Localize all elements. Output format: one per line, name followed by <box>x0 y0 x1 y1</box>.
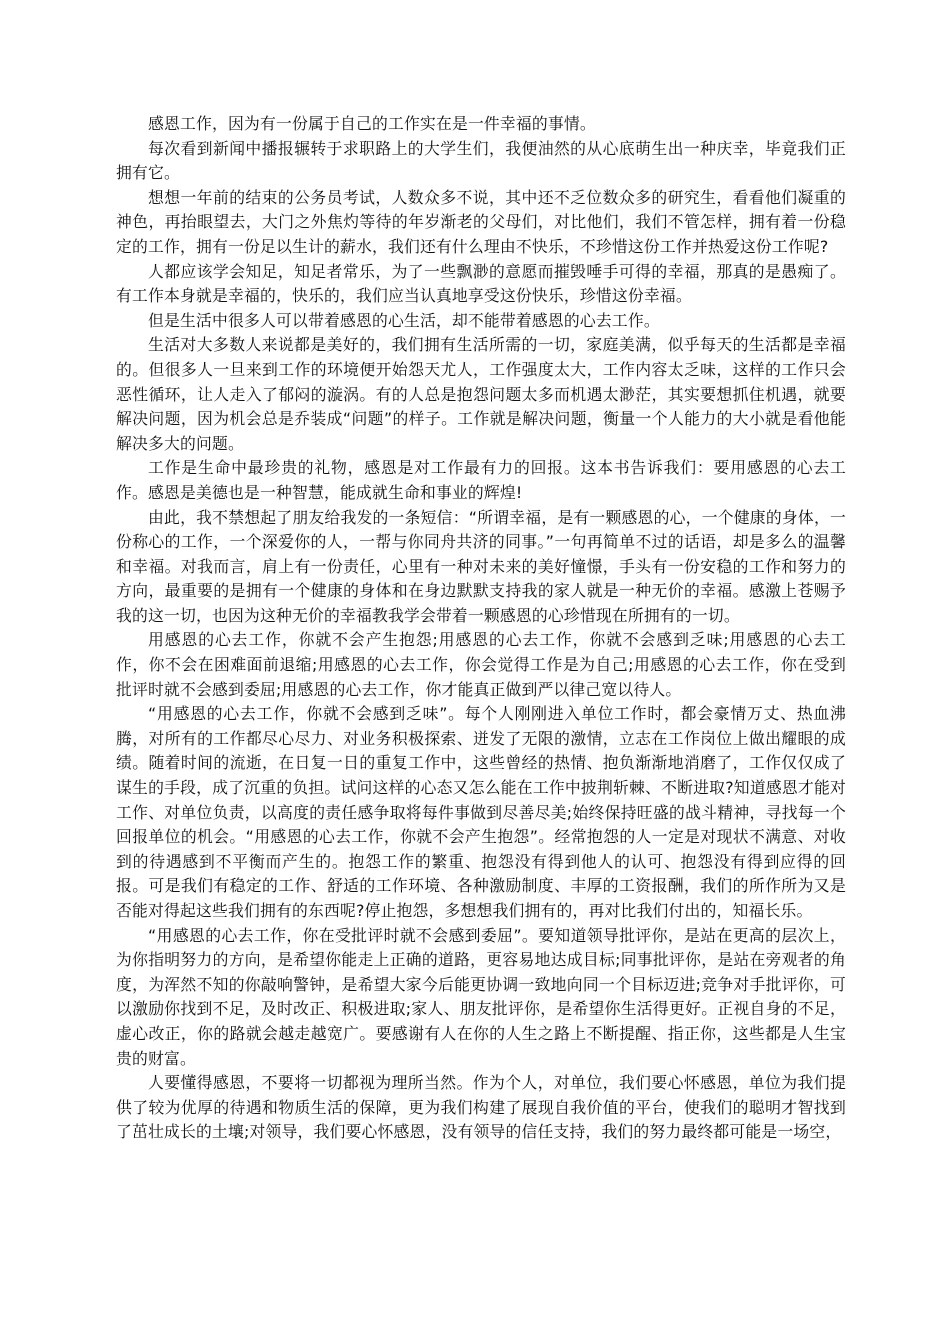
paragraph: 但是生活中很多人可以带着感恩的心生活，却不能带着感恩的心去工作。 <box>148 310 660 330</box>
paragraph: 人要懂得感恩，不要将一切都视为理所当然。作为个人，对单位，我们要心怀感恩，单位为我们提供了较为优厚的待遇和物质生活的保障，更为我们构建了展现自我价值的平台，使我们的聪明才智找到了茁壮成长的土壤;对领导，我们要心怀感恩，没有领导的信任支持，我们的努力最终都可能是一场空， <box>116 1073 846 1142</box>
paragraph: 想想一年前的结束的公务员考试，人数众多不说，其中还不乏位数众多的研究生，看看他们凝重的神色，再抬眼望去，大门之外焦灼等待的年岁渐老的父母们，对比他们，我们不管怎样，拥有着一份稳定的工作，拥有一份足以生计的薪水，我们还有什么理由不快乐，不珍惜这份工作并热爱这份工作呢? <box>116 187 846 256</box>
paragraph: 感恩工作，因为有一份属于自己的工作实在是一件幸福的事情。 <box>148 114 596 133</box>
paragraph: 由此，我不禁想起了朋友给我发的一条短信：“所谓幸福，是有一颗感恩的心，一个健康的身体，一份称心的工作，一个深爱你的人，一帮与你同舟共济的同事。”一句再简单不过的话语，却是多么的温馨和幸福。对我而言，肩上有一份责任，心里有一种对未来的美好憧憬，手头有一份安稳的工作和努力的方向，最重要的是拥有一个健康的身体和在身边默默支持我的家人就是一种无价的幸福。感激上苍赐予我的这一切，也因为这种无价的幸福教我学会带着一颗感恩的心珍惜现在所拥有的一切。 <box>116 507 846 625</box>
paragraph: 用感恩的心去工作，你就不会产生抱怨;用感恩的心去工作，你就不会感到乏味;用感恩的心去工作，你不会在困难面前退缩;用感恩的心去工作，你会觉得工作是为自己;用感恩的心去工作，你在受到批评时就不会感到委屈;用感恩的心去工作，你才能真正做到严以律己宽以待人。 <box>116 630 846 699</box>
paragraph: “用感恩的心去工作，你就不会感到乏味”。每个人刚刚进入单位工作时，都会豪情万丈、热血沸腾，对所有的工作都尽心尽力、对业务积极探索、迸发了无限的激情，立志在工作岗位上做出耀眼的成绩。随着时间的流逝，在日复一日的重复工作中，这些曾经的热情、抱负渐渐地消磨了，工作仅仅成了谋生的手段，成了沉重的负担。试问这样的心态又怎么能在工作中披荆斩棘、不断进取?知道感恩才能对工作、对单位负责，以高度的责任感争取将每件事做到尽善尽美;始终保持旺盛的战斗精神，寻找每一个回报单位的机会。“用感恩的心去工作，你就不会产生抱怨”。经常抱怨的人一定是对现状不满意、对收到的待遇感到不平衡而产生的。抱怨工作的繁重、抱怨没有得到他人的认可、抱怨没有得到应得的回报。可是我们有稳定的工作、舒适的工作环境、各种激励制度、丰厚的工资报酬，我们的所作所为又是否能对得起这些我们拥有的东西呢?停止抱怨，多想想我们拥有的，再对比我们付出的，知福长乐。 <box>116 704 846 920</box>
paragraph: 生活对大多数人来说都是美好的，我们拥有生活所需的一切，家庭美满，似乎每天的生活都是幸福的。但很多人一旦来到工作的环境便开始怨天尤人，工作强度太大，工作内容太乏味，这样的工作只会恶性循环，让人走入了郁闷的漩涡。有的人总是抱怨问题太多而机遇太渺茫，其实要想抓住机遇，就要解决问题，因为机会总是乔装成“问题”的样子。工作就是解决问题，衡量一个人能力的大小就是看他能解决多大的问题。 <box>116 335 846 453</box>
paragraph: 人都应该学会知足，知足者常乐，为了一些飘渺的意愿而摧毁唾手可得的幸福，那真的是愚痴了。有工作本身就是幸福的，快乐的，我们应当认真地享受这份快乐，珍惜这份幸福。 <box>116 261 846 306</box>
paragraph: 工作是生命中最珍贵的礼物，感恩是对工作最有力的回报。这本书告诉我们：要用感恩的心去工作。感恩是美德也是一种智慧，能成就生命和事业的辉煌! <box>116 458 846 502</box>
document-body <box>116 112 846 1145</box>
paragraph: 每次看到新闻中播报辗转于求职路上的大学生们，我便油然的从心底萌生出一种庆幸，毕竟我们正拥有它。 <box>116 138 846 183</box>
paragraph: “用感恩的心去工作，你在受批评时就不会感到委屈”。要知道领导批评你，是站在更高的层次上，为你指明努力的方向，是希望你能走上正确的道路，更容易地达成目标;同事批评你，是站在旁观者的角度，为浑然不知的你敲响警钟，是希望大家今后能更协调一致地向同一个目标迈进;竞争对手批评你，可以激励你找到不足，及时改正、积极进取;家人、朋友批评你，是希望你生活得更好。正视自身的不足，虚心改正，你的路就会越走越宽广。要感谢有人在你的人生之路上不断提醒、指正你，这些都是人生宝贵的财富。 <box>116 925 846 1068</box>
